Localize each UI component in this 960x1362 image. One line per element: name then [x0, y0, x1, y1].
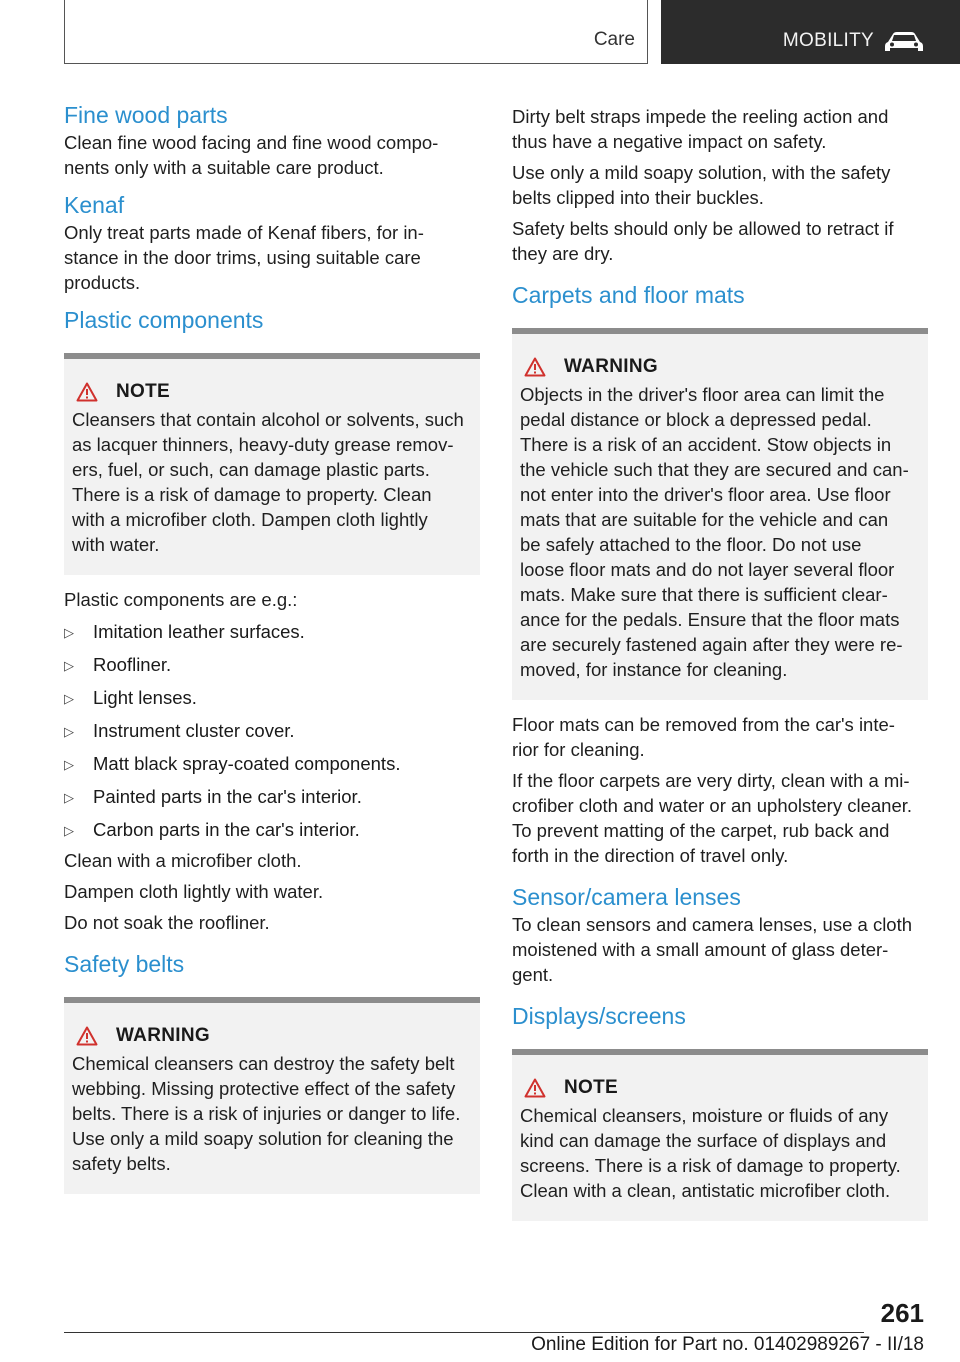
list-item: ▷ Painted parts in the car's interior.: [64, 784, 480, 810]
safety-belts-section: [64, 949, 480, 1194]
warning-title: WARNING: [564, 356, 658, 377]
belts-cont-para-2: Use only a mild soapy solution, with the safety belts clipped into their buckles.: [512, 162, 891, 208]
displays-note-text: Chemical cleansers, moisture or fluids of any kind can damage the surface of displays and screens. There is a risk of damage to property. Clean with a clean, antistatic microfiber cloth.: [520, 1105, 901, 1201]
displays-heading: Displays/screens: [512, 1003, 686, 1029]
belts-cont-para-3: Safety belts should only be allowed to retract if they are dry.: [512, 218, 894, 264]
sensor-text: To clean sensors and camera lenses, use a cloth moistened with a small amount of glass deter‐ gent.: [512, 914, 913, 985]
sensor-heading: Sensor/camera lenses: [512, 884, 741, 910]
kenaf-text: Only treat parts made of Kenaf fibers, for in‐ stance in the door trims, using suitable care products.: [64, 222, 424, 293]
carpets-section: [512, 280, 928, 868]
bullet-triangle-icon: ▷: [64, 691, 74, 706]
page-number: 261: [880, 1298, 924, 1328]
carpets-para-2: If the floor carpets are very dirty, clean with a mi‐ crofiber cloth and water or an upholstery cleaner. To prevent matting of the carpet, rub back and forth in the direction of travel only.: [512, 770, 913, 866]
kenaf-section: [64, 190, 480, 295]
carpets-warning-text: Objects in the driver's floor area can limit the pedal distance or block a depressed pedal. There is a risk of an accident. Stow objects in the vehicle such that they are secured and can‐ not enter into the driver's floor area. Use floor mats that are suitable for the vehicle and can be safely attached to the floor. Do not use loose floor mats and do not layer several floor mats. Make sure that there is sufficient clear‐ ance for the pedals. Ensure that the floor mats are securely fastened again after they were re‐ moved, for instance for cleaning.: [520, 384, 909, 680]
bullet-triangle-icon: ▷: [64, 757, 74, 772]
left-column: [64, 100, 480, 1194]
displays-note-box: [512, 1049, 928, 1221]
bullet-triangle-icon: ▷: [64, 724, 74, 739]
carpets-para-1: Floor mats can be removed from the car's inte‐ rior for cleaning.: [512, 714, 895, 760]
belts-warning-box: [64, 997, 480, 1194]
warning-triangle-icon: [524, 357, 546, 377]
carpets-heading: Carpets and floor mats: [512, 282, 745, 308]
bullet-triangle-icon: ▷: [64, 625, 74, 640]
note-title: NOTE: [116, 381, 170, 402]
plastic-list: [64, 619, 480, 843]
list-item: ▷ Matt black spray-coated components.: [64, 751, 480, 777]
car-icon: [884, 30, 924, 54]
plastic-intro: Plastic components are e.g.:: [64, 589, 298, 610]
sensor-section: [512, 882, 928, 987]
displays-section: [512, 1001, 928, 1221]
header-section-box: [64, 0, 648, 64]
plastic-after-3: Do not soak the roofliner.: [64, 912, 270, 933]
warning-triangle-icon: [76, 1026, 98, 1046]
carpets-warning-box: [512, 328, 928, 700]
fine-wood-text: Clean fine wood facing and fine wood compo‐ nents only with a suitable care product.: [64, 132, 439, 178]
warning-triangle-icon: [524, 1078, 546, 1098]
fine-wood-section: [64, 100, 480, 180]
fine-wood-heading: Fine wood parts: [64, 102, 228, 128]
belts-cont-para-1: Dirty belt straps impede the reeling action and thus have a negative impact on safety.: [512, 106, 889, 152]
list-item: ▷ Imitation leather surfaces.: [64, 619, 480, 645]
plastic-section: [64, 305, 480, 935]
footer-divider: [64, 1332, 864, 1333]
list-item: ▷ Carbon parts in the car's interior.: [64, 817, 480, 843]
bullet-triangle-icon: ▷: [64, 658, 74, 673]
kenaf-heading: Kenaf: [64, 192, 125, 218]
warning-title: WARNING: [116, 1025, 210, 1046]
plastic-after-1: Clean with a microfiber cloth.: [64, 850, 302, 871]
header-section-title: Care: [593, 29, 635, 50]
plastic-after-2: Dampen cloth lightly with water.: [64, 881, 324, 902]
belts-warning-text: Chemical cleansers can destroy the safety belt webbing. Missing protective effect of the safety belts. There is a risk of injuries or danger to life. Use only a mild soapy solution for cleaning the safety belts.: [72, 1053, 461, 1174]
right-column: [512, 104, 928, 1221]
footer-edition: Online Edition for Part no. 01402989267 - II/18: [531, 1334, 924, 1355]
header-chapter-title: MOBILITY: [782, 30, 874, 51]
list-item: ▷ Instrument cluster cover.: [64, 718, 480, 744]
safety-belts-heading: Safety belts: [64, 951, 185, 977]
bullet-triangle-icon: ▷: [64, 823, 74, 838]
plastic-note-text: Cleansers that contain alcohol or solvents, such as lacquer thinners, heavy-duty grease remov‐ ers, fuel, or such, can damage plastic parts. There is a risk of damage to property. Clean with a microfiber cloth. Dampen cloth lightly with water.: [72, 409, 464, 555]
plastic-heading: Plastic components: [64, 307, 264, 333]
bullet-triangle-icon: ▷: [64, 790, 74, 805]
warning-triangle-icon: [76, 382, 98, 402]
note-title: NOTE: [564, 1077, 618, 1098]
header-chapter-box: [661, 0, 960, 64]
list-item: ▷ Roofliner.: [64, 652, 480, 678]
list-item: ▷ Light lenses.: [64, 685, 480, 711]
plastic-note-box: [64, 353, 480, 575]
